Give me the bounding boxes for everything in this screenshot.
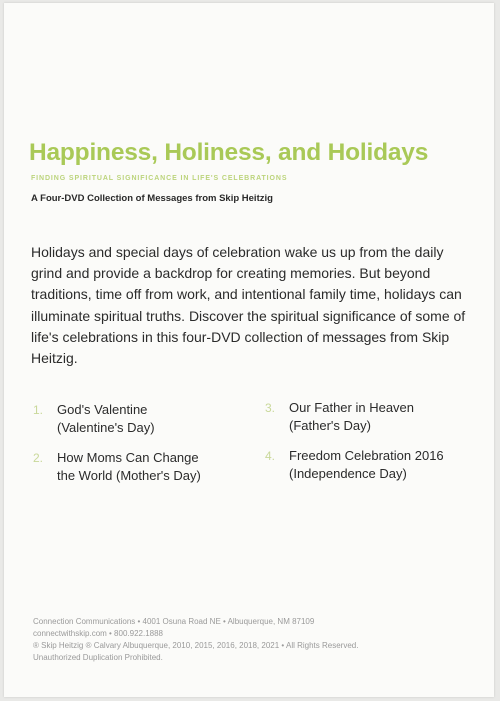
page-title: Happiness, Holiness, and Holidays: [29, 139, 429, 166]
page-subtitle: FINDING SPIRITUAL SIGNIFICANCE IN LIFE'S CELEBRATIONS: [31, 175, 288, 182]
message-title-line: (Father's Day): [289, 418, 371, 433]
footer-notice: Unauthorized Duplication Prohibited.: [33, 653, 163, 662]
message-title: [57, 449, 201, 485]
message-title-line: Our Father in Heaven: [289, 400, 415, 415]
message-number: 1.: [33, 403, 44, 417]
message-title-line: (Independence Day): [289, 466, 407, 481]
collection-tagline: A Four-DVD Collection of Messages from Skip Heitzig: [31, 193, 273, 204]
message-title-line: God's Valentine: [57, 402, 148, 417]
description-paragraph: Holidays and special days of celebration wake us up from the daily grind and provide a backdrop for creating memories. But beyond traditions, time off from work, and intentional family time, holidays can illuminate spiritual truths. Discover the spiritual significance of some of life's celebrations in this four-DVD collection of messages from Skip Heitzig.: [31, 244, 466, 367]
publisher-footer: [33, 616, 358, 664]
message-title-line: (Valentine's Day): [57, 420, 155, 435]
message-title: [289, 447, 444, 483]
message-title: [57, 401, 155, 437]
message-title: [289, 399, 414, 435]
message-title-line: the World (Mother's Day): [57, 468, 201, 483]
message-title-line: Freedom Celebration 2016: [289, 448, 444, 463]
footer-contact: connectwithskip.com • 800.922.1888: [33, 629, 163, 638]
message-title-line: How Moms Can Change: [57, 450, 199, 465]
message-number: 4.: [265, 449, 276, 463]
message-number: 2.: [33, 451, 44, 465]
footer-address: Connection Communications • 4001 Osuna Road NE • Albuquerque, NM 87109: [33, 617, 315, 626]
message-number: 3.: [265, 401, 276, 415]
footer-copyright: ® Skip Heitzig ® Calvary Albuquerque, 2010, 2015, 2016, 2018, 2021 • All Rights Reserved.: [33, 641, 359, 650]
